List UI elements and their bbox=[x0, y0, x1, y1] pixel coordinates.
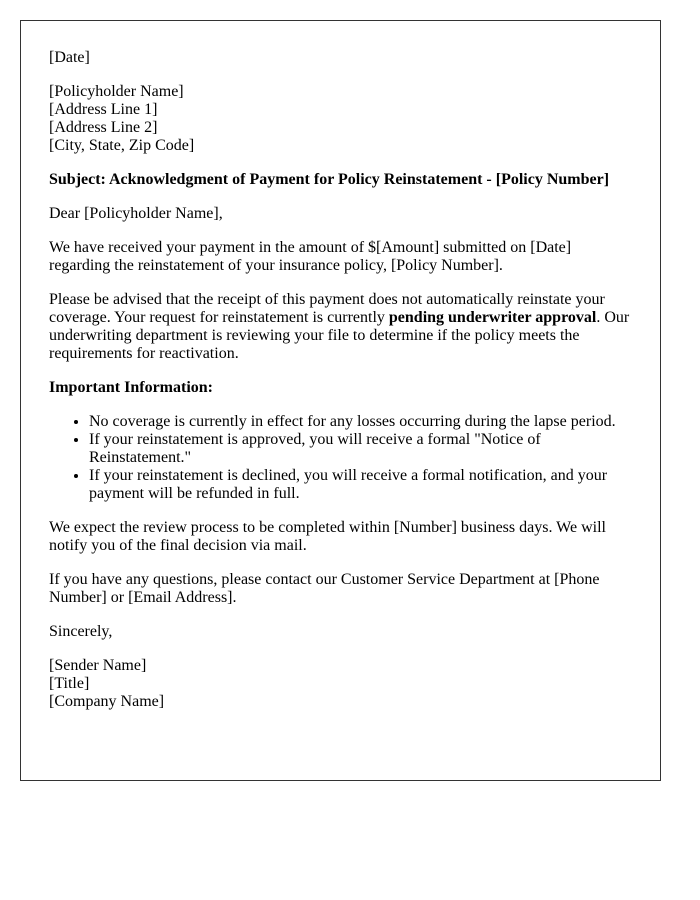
contact-paragraph: If you have any questions, please contact our Customer Service Department at [Phone Number] or [Email Address]. bbox=[49, 571, 600, 606]
heading-text: Important Information: bbox=[49, 379, 213, 396]
city-state-zip: [City, State, Zip Code] bbox=[49, 137, 195, 154]
pending-approval-paragraph bbox=[49, 291, 632, 363]
letter-date: [Date] bbox=[49, 49, 90, 66]
list-item: • No coverage is currently in effect for any losses occurring during the lapse period. bbox=[89, 413, 632, 431]
company-name: [Company Name] bbox=[49, 693, 165, 710]
recipient-address bbox=[49, 83, 632, 155]
payment-received-paragraph: We have received your payment in the amount of $[Amount] submitted on [Date] regarding the reinstatement of your insurance policy, [Policy Number]. bbox=[49, 239, 572, 274]
para-text: . Our underwriting department is reviewing your file to determine if the policy meets the requirements for reactivation. bbox=[49, 309, 630, 362]
sender-name: [Sender Name] bbox=[49, 657, 147, 674]
subject-text: Subject: Acknowledgment of Payment for Policy Reinstatement - [Policy Number] bbox=[49, 171, 610, 188]
recipient-name: [Policyholder Name] bbox=[49, 83, 184, 100]
review-timeline-paragraph: We expect the review process to be completed within [Number] business days. We will notify you of the final decision via mail. bbox=[49, 519, 606, 554]
para-text: Please be advised that the receipt of this payment does not automatically reinstate your coverage. Your request for reinstatement is currently bbox=[49, 291, 605, 326]
signature-block bbox=[49, 657, 632, 711]
list-item: • If your reinstatement is declined, you will receive a formal notification, and your payment will be refunded in full. bbox=[89, 467, 632, 503]
important-list bbox=[49, 413, 632, 503]
address-line-1: [Address Line 1] bbox=[49, 101, 158, 118]
subject-line bbox=[49, 171, 632, 189]
sender-title: [Title] bbox=[49, 675, 90, 692]
pending-approval-emphasis: pending underwriter approval bbox=[388, 309, 597, 326]
salutation: Dear [Policyholder Name], bbox=[49, 205, 223, 222]
closing: Sincerely, bbox=[49, 623, 113, 640]
important-heading bbox=[49, 379, 632, 397]
list-item: • If your reinstatement is approved, you will receive a formal "Notice of Reinstatement." bbox=[89, 431, 632, 467]
letter bbox=[20, 20, 661, 781]
address-line-2: [Address Line 2] bbox=[49, 119, 158, 136]
